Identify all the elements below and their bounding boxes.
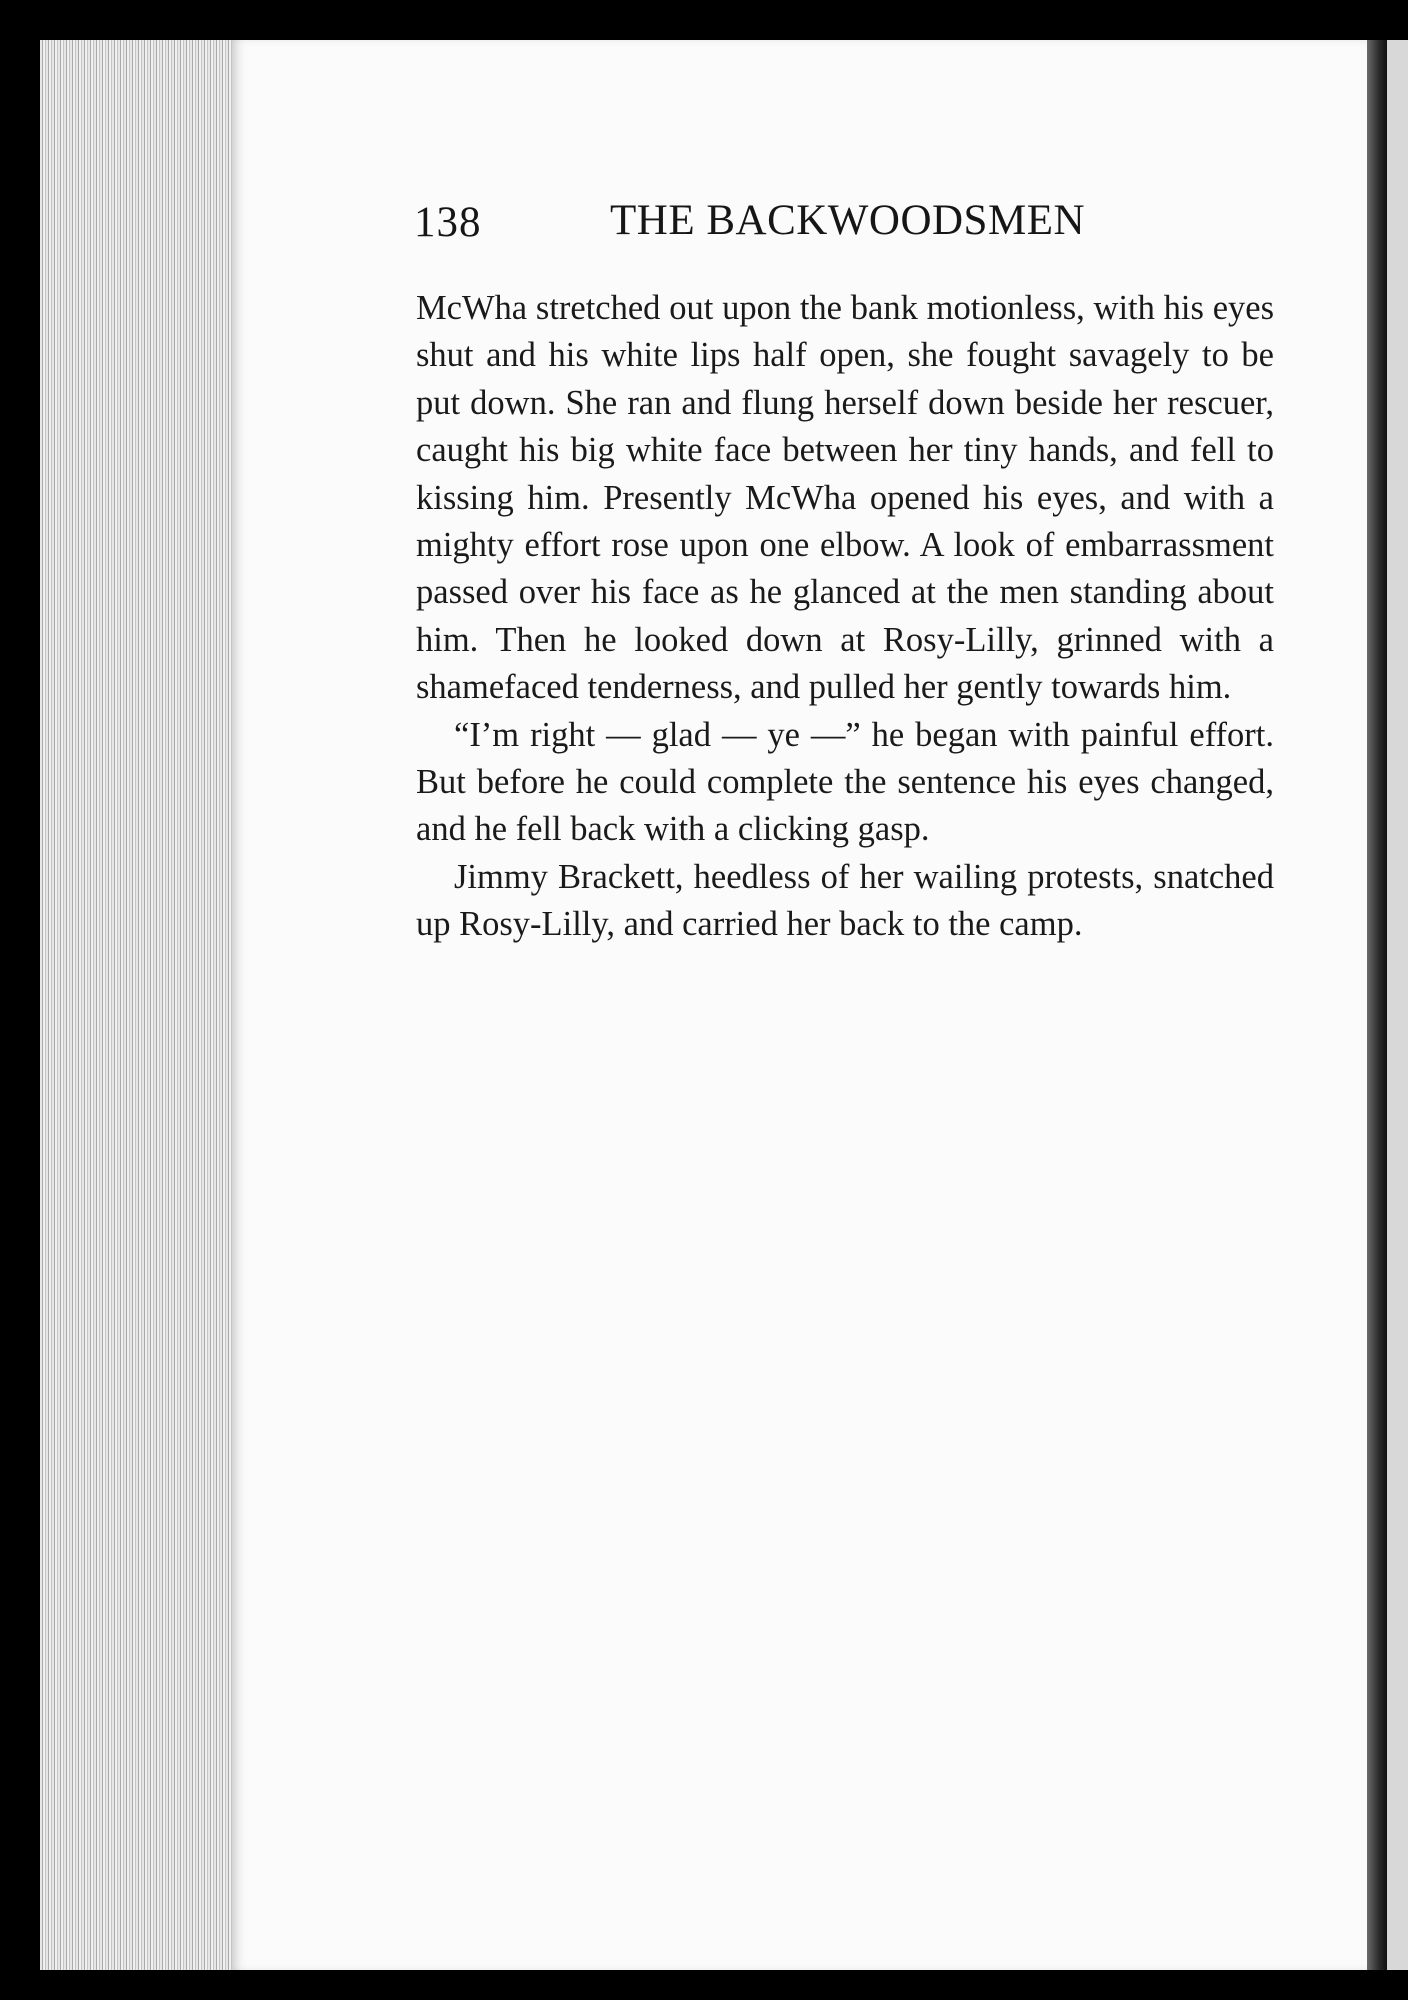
- body-text: [416, 285, 1274, 949]
- page-header: [414, 196, 1274, 256]
- paragraph-2: “I’m right — glad — ye —” he began with painful effort. But before he could complete the sentence his eyes changed, and he fell back with a clicking gasp.: [416, 715, 1274, 849]
- running-head: THE BACKWOODSMEN: [610, 197, 1086, 244]
- page-number: 138: [414, 199, 482, 246]
- paragraph-1: McWha stretched out upon the bank motionless, with his eyes shut and his white lips half open, she fought savagely to be put down. She ran and flung herself down beside her rescuer, caught his big white face between her tiny hands, and fell to kissing him. Presently McWha opened his eyes, and with a mighty effort rose upon one elbow. A look of embarrassment passed over his face as he glanced at the men standing about him. Then he looked down at Rosy-Lilly, grinned with a shamefaced tenderness, and pulled her gently towards him.: [416, 289, 1274, 707]
- page-edges: [40, 40, 240, 1970]
- facing-page-edge: [1387, 40, 1408, 1970]
- paragraph-3: Jimmy Brackett, heedless of her wailing protests, snatched up Rosy-Lilly, and carried her back to the camp.: [416, 857, 1274, 944]
- binding-gutter: [1367, 40, 1387, 1970]
